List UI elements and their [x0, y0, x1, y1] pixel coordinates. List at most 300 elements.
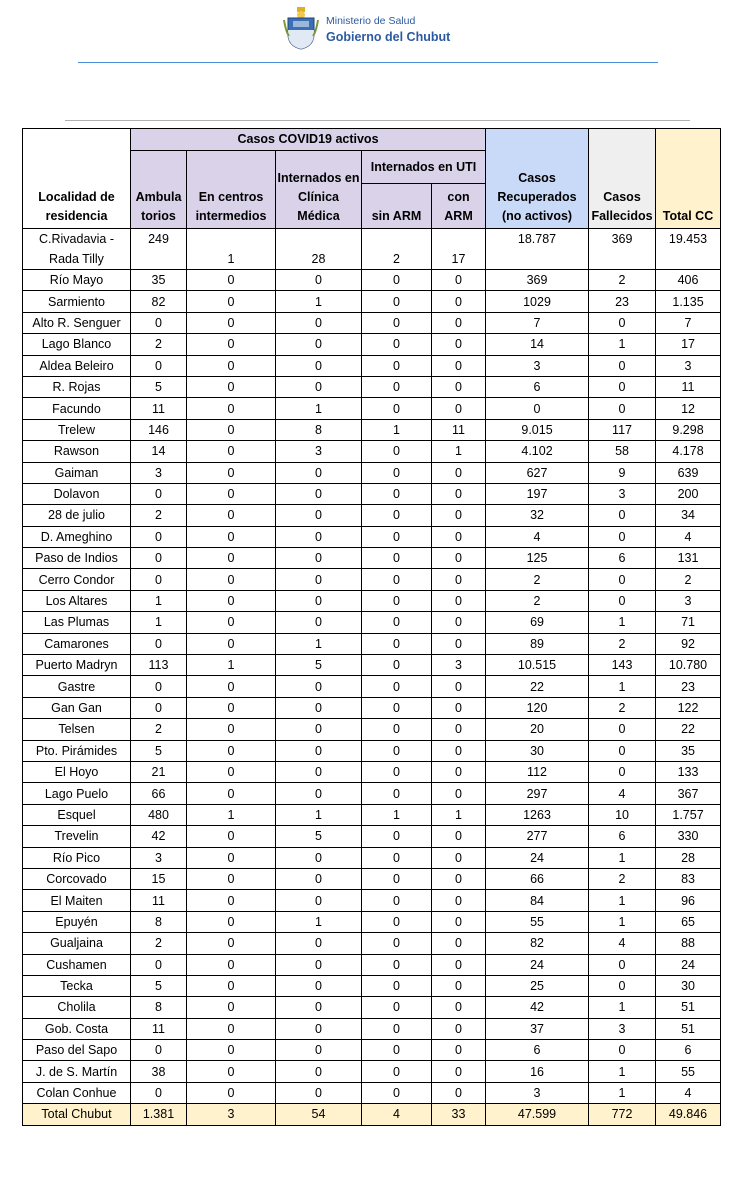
- col-header-total: Total CC: [656, 129, 721, 229]
- value-cell: 0: [362, 1018, 432, 1039]
- locality-cell: Gob. Costa: [23, 1018, 131, 1039]
- value-cell: 0: [432, 847, 486, 868]
- value-cell: 4.178: [656, 441, 721, 462]
- value-cell: 406: [656, 270, 721, 291]
- locality-cell: R. Rojas: [23, 376, 131, 397]
- value-cell: 0: [187, 1082, 276, 1103]
- value-cell: 0: [187, 569, 276, 590]
- value-cell: 0: [276, 697, 362, 718]
- value-cell: 131: [656, 548, 721, 569]
- value-cell: 1: [362, 419, 432, 440]
- value-cell: 8: [131, 997, 187, 1018]
- table-row: [23, 1040, 721, 1061]
- value-cell: 0: [432, 975, 486, 996]
- value-cell: 1: [131, 612, 187, 633]
- value-cell: 0: [362, 462, 432, 483]
- value-cell: 82: [131, 291, 187, 312]
- value-cell: 7: [656, 312, 721, 333]
- value-cell: 0: [362, 526, 432, 547]
- value-cell: 0: [589, 975, 656, 996]
- value-cell: 69: [486, 612, 589, 633]
- value-cell: 1: [589, 676, 656, 697]
- locality-cell: Gualjaina: [23, 933, 131, 954]
- value-cell: 3: [486, 1082, 589, 1103]
- value-cell: 0: [362, 890, 432, 911]
- value-cell: 0: [276, 355, 362, 376]
- table-row: [23, 911, 721, 932]
- value-cell: 0: [131, 526, 187, 547]
- value-cell: 65: [656, 911, 721, 932]
- value-cell: 1: [362, 804, 432, 825]
- locality-cell: D. Ameghino: [23, 526, 131, 547]
- value-cell: 0: [187, 1018, 276, 1039]
- value-cell: 0: [362, 740, 432, 761]
- value-cell: 330: [656, 826, 721, 847]
- value-cell: 0: [362, 826, 432, 847]
- table-row: [23, 612, 721, 633]
- value-cell: 35: [131, 270, 187, 291]
- value-cell: 0: [432, 933, 486, 954]
- value-cell: 8: [276, 419, 362, 440]
- value-cell: 0: [589, 526, 656, 547]
- value-cell: 367: [656, 783, 721, 804]
- value-cell: 0: [131, 1040, 187, 1061]
- table-row: [23, 676, 721, 697]
- value-cell: 0: [276, 569, 362, 590]
- value-cell: 0: [589, 312, 656, 333]
- value-cell: 0: [589, 355, 656, 376]
- value-cell: 0: [187, 1040, 276, 1061]
- value-cell: 0: [187, 697, 276, 718]
- value-cell: 0: [432, 633, 486, 654]
- total-value: 4: [362, 1104, 432, 1125]
- value-cell: 22: [656, 719, 721, 740]
- value-cell: 42: [486, 997, 589, 1018]
- value-cell: 0: [362, 783, 432, 804]
- value-cell: 112: [486, 761, 589, 782]
- locality-cell: El Hoyo: [23, 761, 131, 782]
- value-cell: 0: [432, 505, 486, 526]
- value-cell: 0: [276, 1061, 362, 1082]
- locality-cell: Telsen: [23, 719, 131, 740]
- value-cell: 6: [486, 1040, 589, 1061]
- value-cell: 0: [187, 783, 276, 804]
- value-cell: 0: [362, 548, 432, 569]
- value-cell: 0: [131, 355, 187, 376]
- value-cell: 0: [362, 376, 432, 397]
- value-cell: 6: [486, 376, 589, 397]
- table-row: [23, 291, 721, 312]
- value-cell: 0: [187, 526, 276, 547]
- value-cell: 1: [432, 804, 486, 825]
- value-cell: 0: [432, 270, 486, 291]
- value-cell: 0: [432, 761, 486, 782]
- locality-cell: Tecka: [23, 975, 131, 996]
- document-header: [0, 0, 737, 70]
- value-cell: 2: [362, 229, 432, 270]
- locality-cell: C.Rivadavia - Rada Tilly: [23, 229, 131, 270]
- value-cell: 9: [589, 462, 656, 483]
- value-cell: 143: [589, 655, 656, 676]
- value-cell: 0: [187, 911, 276, 932]
- locality-cell: Paso del Sapo: [23, 1040, 131, 1061]
- value-cell: 71: [656, 612, 721, 633]
- value-cell: 0: [187, 441, 276, 462]
- value-cell: 37: [486, 1018, 589, 1039]
- value-cell: 0: [432, 1040, 486, 1061]
- value-cell: 0: [131, 312, 187, 333]
- value-cell: 0: [362, 761, 432, 782]
- value-cell: 277: [486, 826, 589, 847]
- value-cell: 0: [362, 334, 432, 355]
- value-cell: 30: [486, 740, 589, 761]
- value-cell: 16: [486, 1061, 589, 1082]
- value-cell: 2: [589, 697, 656, 718]
- value-cell: 6: [589, 826, 656, 847]
- value-cell: 4: [589, 933, 656, 954]
- value-cell: 0: [187, 868, 276, 889]
- value-cell: 0: [432, 312, 486, 333]
- value-cell: 0: [276, 719, 362, 740]
- table-row: [23, 655, 721, 676]
- value-cell: 0: [362, 355, 432, 376]
- value-cell: 24: [486, 847, 589, 868]
- value-cell: 12: [656, 398, 721, 419]
- table-row: [23, 526, 721, 547]
- covid-cases-table: [22, 128, 721, 1126]
- locality-cell: Cushamen: [23, 954, 131, 975]
- locality-cell: Sarmiento: [23, 291, 131, 312]
- value-cell: 0: [187, 505, 276, 526]
- table-row: [23, 229, 721, 270]
- locality-cell: Camarones: [23, 633, 131, 654]
- value-cell: 4: [656, 526, 721, 547]
- value-cell: 0: [362, 933, 432, 954]
- value-cell: 0: [432, 291, 486, 312]
- coat-of-arms-icon: [283, 6, 319, 50]
- locality-cell: Epuyén: [23, 911, 131, 932]
- table-row: [23, 590, 721, 611]
- value-cell: 51: [656, 1018, 721, 1039]
- value-cell: 0: [276, 847, 362, 868]
- value-cell: 0: [362, 569, 432, 590]
- value-cell: 0: [276, 868, 362, 889]
- value-cell: 0: [589, 590, 656, 611]
- total-value: 47.599: [486, 1104, 589, 1125]
- value-cell: 0: [187, 376, 276, 397]
- value-cell: 0: [362, 676, 432, 697]
- value-cell: 4: [486, 526, 589, 547]
- value-cell: 0: [432, 997, 486, 1018]
- value-cell: 0: [362, 590, 432, 611]
- locality-cell: J. de S. Martín: [23, 1061, 131, 1082]
- table-row: [23, 633, 721, 654]
- table-row: [23, 740, 721, 761]
- table-row: [23, 868, 721, 889]
- value-cell: 0: [276, 483, 362, 504]
- value-cell: 0: [187, 291, 276, 312]
- value-cell: 0: [589, 398, 656, 419]
- value-cell: 0: [432, 1082, 486, 1103]
- value-cell: 5: [131, 975, 187, 996]
- value-cell: 5: [276, 826, 362, 847]
- value-cell: 23: [656, 676, 721, 697]
- value-cell: 0: [589, 376, 656, 397]
- locality-cell: El Maiten: [23, 890, 131, 911]
- value-cell: 2: [589, 270, 656, 291]
- value-cell: 0: [432, 334, 486, 355]
- locality-cell: Río Pico: [23, 847, 131, 868]
- col-header-deceased: Casos Fallecidos: [589, 129, 656, 229]
- value-cell: 0: [187, 419, 276, 440]
- value-cell: 0: [362, 1061, 432, 1082]
- table-row: [23, 548, 721, 569]
- value-cell: 0: [276, 505, 362, 526]
- locality-cell: Los Altares: [23, 590, 131, 611]
- table-row: [23, 1061, 721, 1082]
- value-cell: 82: [486, 933, 589, 954]
- col-header-ambulatory: Ambula torios: [131, 151, 187, 229]
- value-cell: 55: [486, 911, 589, 932]
- value-cell: 0: [187, 740, 276, 761]
- value-cell: 0: [187, 676, 276, 697]
- value-cell: 0: [362, 483, 432, 504]
- value-cell: 1263: [486, 804, 589, 825]
- value-cell: 10.780: [656, 655, 721, 676]
- value-cell: 14: [486, 334, 589, 355]
- value-cell: 1: [589, 1082, 656, 1103]
- value-cell: 2: [589, 868, 656, 889]
- value-cell: 0: [276, 312, 362, 333]
- locality-cell: Lago Puelo: [23, 783, 131, 804]
- table-row: [23, 783, 721, 804]
- value-cell: 1.135: [656, 291, 721, 312]
- total-value: 3: [187, 1104, 276, 1125]
- value-cell: 117: [589, 419, 656, 440]
- value-cell: 0: [187, 847, 276, 868]
- value-cell: 0: [276, 761, 362, 782]
- value-cell: 249: [131, 229, 187, 270]
- value-cell: 0: [432, 376, 486, 397]
- value-cell: 0: [276, 526, 362, 547]
- value-cell: 1: [589, 911, 656, 932]
- value-cell: 369: [486, 270, 589, 291]
- table-row: [23, 826, 721, 847]
- value-cell: 0: [131, 676, 187, 697]
- total-value: 33: [432, 1104, 486, 1125]
- value-cell: 0: [362, 1040, 432, 1061]
- value-cell: 1: [131, 590, 187, 611]
- value-cell: 0: [276, 997, 362, 1018]
- value-cell: 0: [276, 783, 362, 804]
- value-cell: 17: [656, 334, 721, 355]
- locality-cell: Las Plumas: [23, 612, 131, 633]
- value-cell: 0: [187, 483, 276, 504]
- value-cell: 1: [187, 229, 276, 270]
- value-cell: 480: [131, 804, 187, 825]
- table-row: [23, 1018, 721, 1039]
- value-cell: 2: [486, 590, 589, 611]
- value-cell: 0: [187, 890, 276, 911]
- value-cell: 1: [589, 612, 656, 633]
- value-cell: 3: [486, 355, 589, 376]
- value-cell: 0: [276, 612, 362, 633]
- total-value: 54: [276, 1104, 362, 1125]
- value-cell: 0: [131, 633, 187, 654]
- table-row: [23, 376, 721, 397]
- value-cell: 58: [589, 441, 656, 462]
- value-cell: 0: [432, 954, 486, 975]
- value-cell: 0: [187, 355, 276, 376]
- value-cell: 42: [131, 826, 187, 847]
- value-cell: 0: [432, 569, 486, 590]
- total-value: 772: [589, 1104, 656, 1125]
- value-cell: 0: [589, 761, 656, 782]
- value-cell: 0: [589, 505, 656, 526]
- value-cell: 3: [656, 355, 721, 376]
- value-cell: 0: [276, 1018, 362, 1039]
- value-cell: 627: [486, 462, 589, 483]
- value-cell: 0: [432, 483, 486, 504]
- value-cell: 0: [432, 890, 486, 911]
- value-cell: 0: [362, 997, 432, 1018]
- table-row: [23, 719, 721, 740]
- value-cell: 0: [187, 997, 276, 1018]
- value-cell: 15: [131, 868, 187, 889]
- value-cell: 0: [187, 975, 276, 996]
- value-cell: 1: [589, 334, 656, 355]
- value-cell: 0: [187, 933, 276, 954]
- value-cell: 0: [362, 441, 432, 462]
- locality-cell: Cerro Condor: [23, 569, 131, 590]
- value-cell: 1: [276, 633, 362, 654]
- locality-cell: Esquel: [23, 804, 131, 825]
- table-row: [23, 398, 721, 419]
- group-header-uti: Internados en UTI: [362, 151, 486, 184]
- value-cell: 3: [589, 483, 656, 504]
- value-cell: 19.453: [656, 229, 721, 270]
- value-cell: 11: [131, 1018, 187, 1039]
- value-cell: 0: [362, 954, 432, 975]
- value-cell: 89: [486, 633, 589, 654]
- value-cell: 0: [432, 740, 486, 761]
- value-cell: 0: [187, 398, 276, 419]
- value-cell: 0: [432, 676, 486, 697]
- locality-cell: Gaiman: [23, 462, 131, 483]
- value-cell: 5: [131, 740, 187, 761]
- value-cell: 0: [187, 548, 276, 569]
- value-cell: 2: [656, 569, 721, 590]
- locality-cell: Aldea Beleiro: [23, 355, 131, 376]
- value-cell: 0: [362, 312, 432, 333]
- value-cell: 146: [131, 419, 187, 440]
- value-cell: 0: [432, 590, 486, 611]
- value-cell: 0: [276, 676, 362, 697]
- value-cell: 0: [432, 719, 486, 740]
- value-cell: 122: [656, 697, 721, 718]
- locality-cell: Pto. Pirámides: [23, 740, 131, 761]
- value-cell: 0: [432, 826, 486, 847]
- value-cell: 0: [187, 719, 276, 740]
- value-cell: 2: [131, 933, 187, 954]
- table-row: [23, 334, 721, 355]
- table-row: [23, 505, 721, 526]
- value-cell: 0: [432, 1018, 486, 1039]
- total-value: 49.846: [656, 1104, 721, 1125]
- value-cell: 0: [362, 398, 432, 419]
- value-cell: 0: [187, 761, 276, 782]
- value-cell: 0: [589, 1040, 656, 1061]
- value-cell: 0: [432, 783, 486, 804]
- locality-cell: Río Mayo: [23, 270, 131, 291]
- value-cell: 0: [589, 740, 656, 761]
- value-cell: 0: [362, 270, 432, 291]
- value-cell: 1: [589, 847, 656, 868]
- value-cell: 22: [486, 676, 589, 697]
- value-cell: 113: [131, 655, 187, 676]
- value-cell: 0: [276, 1040, 362, 1061]
- value-cell: 0: [362, 911, 432, 932]
- value-cell: 1: [187, 655, 276, 676]
- locality-cell: Lago Blanco: [23, 334, 131, 355]
- value-cell: 120: [486, 697, 589, 718]
- locality-cell: Puerto Madryn: [23, 655, 131, 676]
- value-cell: 0: [432, 355, 486, 376]
- value-cell: 1: [276, 291, 362, 312]
- value-cell: 0: [131, 569, 187, 590]
- value-cell: 3: [656, 590, 721, 611]
- total-row: [23, 1104, 721, 1125]
- table-row: [23, 270, 721, 291]
- value-cell: 0: [362, 1082, 432, 1103]
- value-cell: 32: [486, 505, 589, 526]
- value-cell: 0: [362, 868, 432, 889]
- value-cell: 5: [276, 655, 362, 676]
- table-row: [23, 441, 721, 462]
- value-cell: 66: [131, 783, 187, 804]
- value-cell: 0: [276, 975, 362, 996]
- table-row: [23, 890, 721, 911]
- locality-cell: Gan Gan: [23, 697, 131, 718]
- value-cell: 2: [486, 569, 589, 590]
- value-cell: 1: [589, 997, 656, 1018]
- value-cell: 6: [656, 1040, 721, 1061]
- value-cell: 0: [276, 376, 362, 397]
- value-cell: 1029: [486, 291, 589, 312]
- value-cell: 4: [656, 1082, 721, 1103]
- locality-cell: Trevelin: [23, 826, 131, 847]
- value-cell: 96: [656, 890, 721, 911]
- locality-cell: Alto R. Senguer: [23, 312, 131, 333]
- value-cell: 0: [276, 740, 362, 761]
- value-cell: 0: [276, 590, 362, 611]
- value-cell: 0: [276, 334, 362, 355]
- table-row: [23, 312, 721, 333]
- value-cell: 2: [131, 505, 187, 526]
- value-cell: 197: [486, 483, 589, 504]
- value-cell: 51: [656, 997, 721, 1018]
- value-cell: 0: [432, 911, 486, 932]
- value-cell: 55: [656, 1061, 721, 1082]
- value-cell: 0: [432, 548, 486, 569]
- value-cell: 0: [187, 590, 276, 611]
- value-cell: 0: [362, 847, 432, 868]
- value-cell: 0: [276, 890, 362, 911]
- value-cell: 25: [486, 975, 589, 996]
- value-cell: 83: [656, 868, 721, 889]
- value-cell: 0: [187, 612, 276, 633]
- value-cell: 11: [432, 419, 486, 440]
